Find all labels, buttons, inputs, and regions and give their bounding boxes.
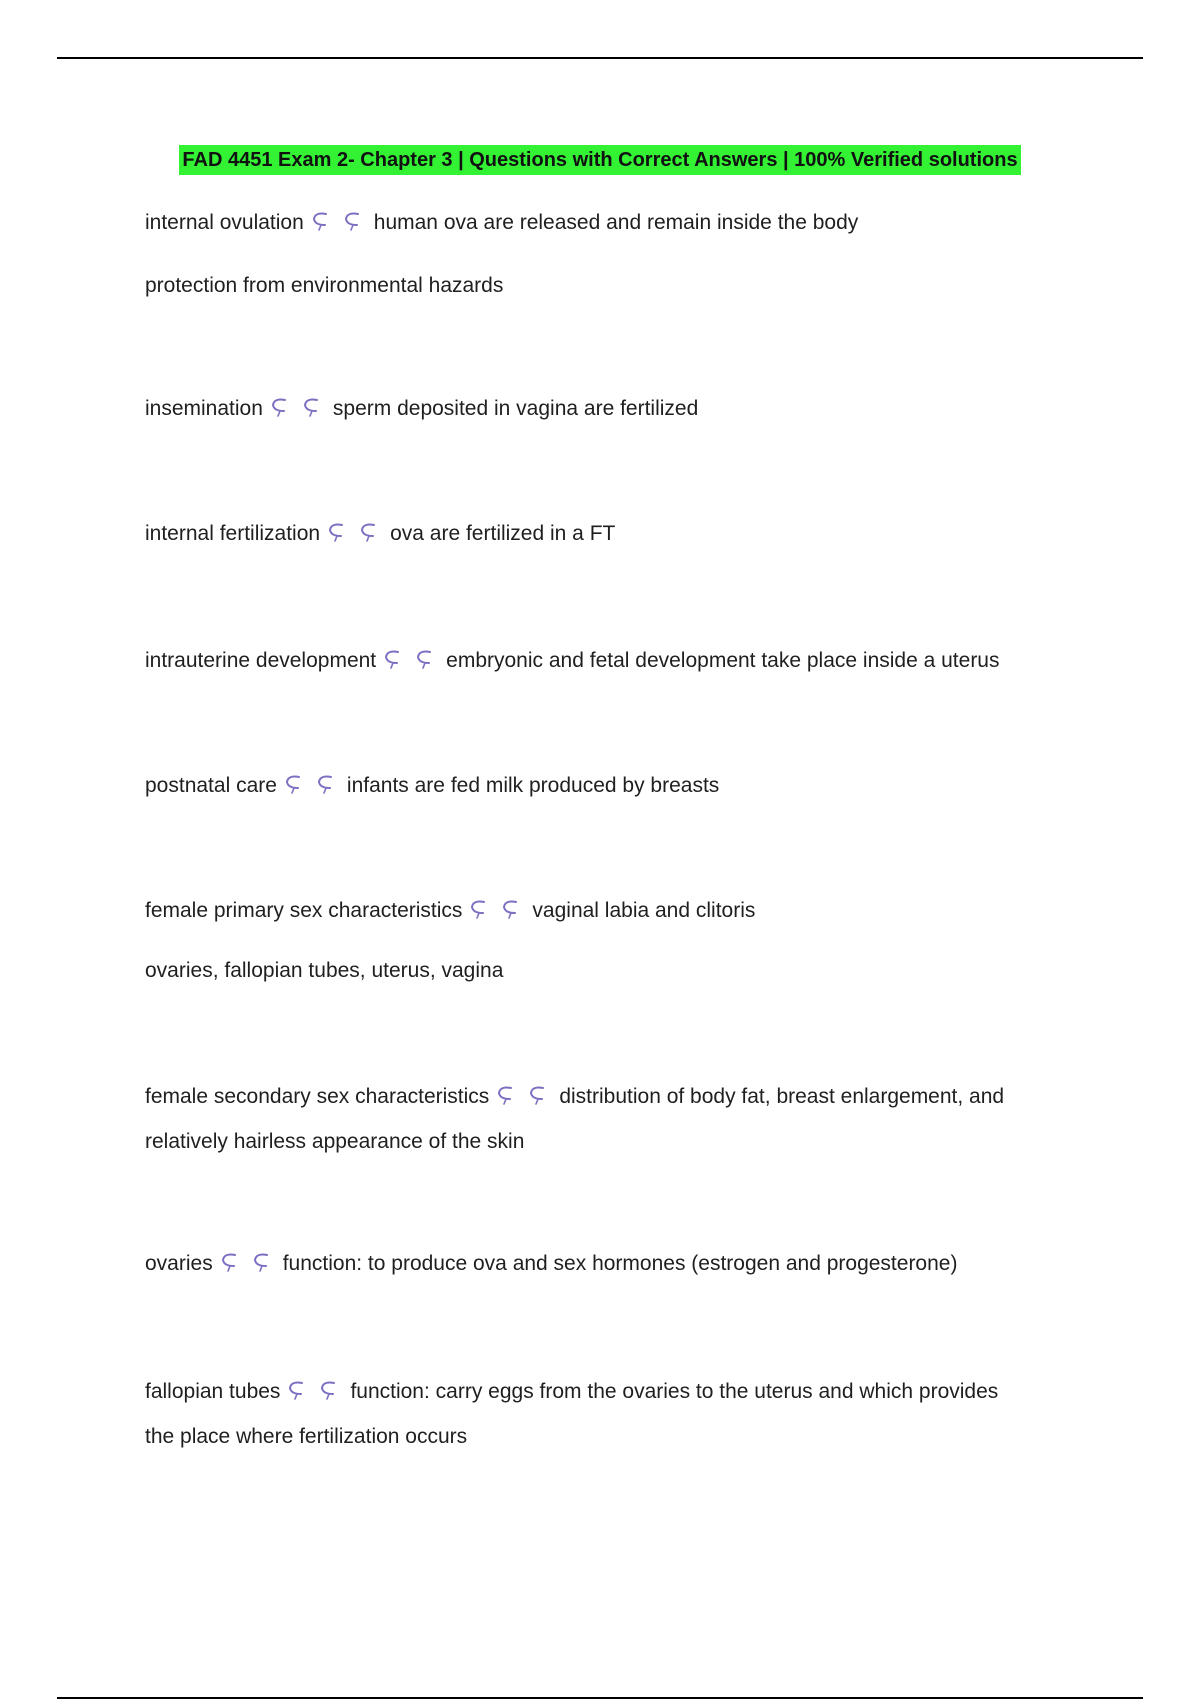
qa-line [145, 1074, 1065, 1119]
qa-definition: function: to produce ova and sex hormones (estrogen and progesterone) [282, 1252, 958, 1275]
qa-term: insemination [145, 397, 263, 420]
bottom-rule [57, 1697, 1143, 1699]
qa-entry [145, 638, 1065, 683]
qa-definition: distribution of body fat, breast enlargement, and [559, 1085, 1005, 1108]
qa-entry [145, 1369, 1065, 1459]
qa-term: female secondary sex characteristics [145, 1085, 490, 1108]
qa-definition: ova are fertilized in a FT [390, 522, 616, 545]
qa-line [145, 888, 1065, 933]
qa-entry [145, 1241, 1065, 1286]
double-hook-arrow-icon [495, 1083, 557, 1107]
title-container [0, 145, 1200, 175]
qa-entry [145, 200, 1065, 308]
qa-entry [145, 386, 1065, 431]
qa-continuation: ovaries, fallopian tubes, uterus, vagina [145, 959, 504, 982]
qa-definition: vaginal labia and clitoris [532, 899, 756, 922]
double-hook-arrow-icon [219, 1250, 281, 1274]
qa-definition: sperm deposited in vagina are fertilized [332, 397, 699, 420]
double-hook-arrow-icon [310, 209, 372, 233]
qa-continuation: relatively hairless appearance of the skin [145, 1130, 525, 1153]
qa-term: intrauterine development [145, 649, 377, 672]
double-hook-arrow-icon [468, 897, 530, 921]
qa-continuation: the place where fertilization occurs [145, 1425, 468, 1448]
double-hook-arrow-icon [326, 520, 388, 544]
qa-entry [145, 1074, 1065, 1164]
qa-continuation: protection from environmental hazards [145, 274, 504, 297]
qa-entry [145, 888, 1065, 993]
qa-line [145, 200, 1065, 245]
qa-definition: embryonic and fetal development take place inside a uterus [446, 649, 1000, 672]
qa-entry [145, 511, 1065, 556]
double-hook-arrow-icon [382, 647, 444, 671]
double-hook-arrow-icon [283, 772, 345, 796]
double-hook-arrow-icon [269, 395, 331, 419]
qa-term: female primary sex characteristics [145, 899, 463, 922]
qa-definition: function: carry eggs from the ovaries to the uterus and which provides [350, 1380, 999, 1403]
qa-line [145, 1369, 1065, 1414]
double-hook-arrow-icon [286, 1378, 348, 1402]
qa-term: postnatal care [145, 774, 277, 797]
top-rule [57, 57, 1143, 59]
qa-entry [145, 763, 1065, 808]
qa-definition: infants are fed milk produced by breasts [346, 774, 720, 797]
qa-definition: human ova are released and remain inside the body [373, 211, 859, 234]
qa-term: fallopian tubes [145, 1380, 281, 1403]
qa-term: ovaries [145, 1252, 213, 1275]
document-title: FAD 4451 Exam 2- Chapter 3 | Questions with Correct Answers | 100% Verified solutions [179, 145, 1020, 175]
qa-term: internal fertilization [145, 522, 321, 545]
qa-term: internal ovulation [145, 211, 304, 234]
